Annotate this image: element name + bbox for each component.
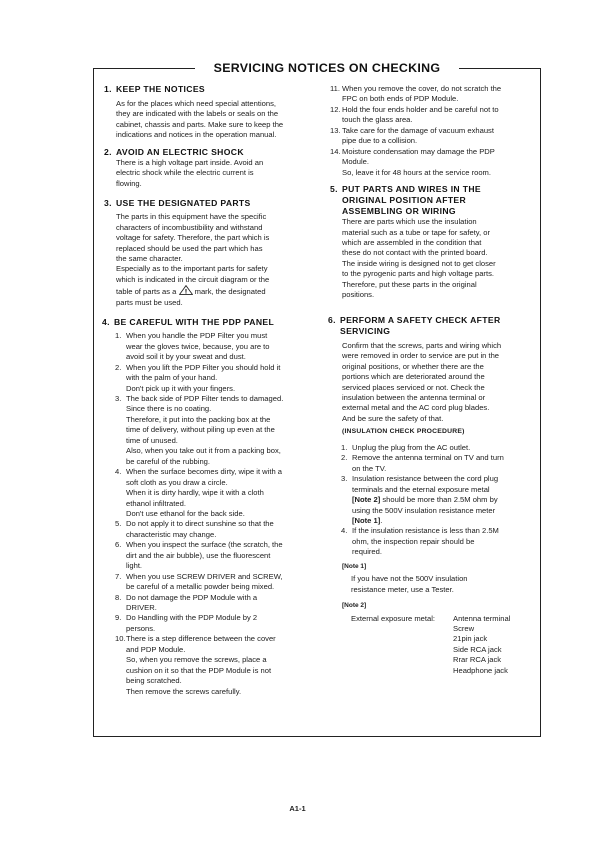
exposure-metal-value: Side RCA jack bbox=[453, 644, 502, 654]
list-item: 1. Unplug the plug from the AC outlet. bbox=[341, 442, 471, 452]
list-item: 12. Hold the four ends holder and be careful not to touch the glass area. bbox=[330, 104, 499, 125]
page-title: SERVICING NOTICES ON CHECKING bbox=[195, 59, 459, 77]
body-line: Especially as to the important parts for safety bbox=[116, 264, 268, 274]
body-line: cabinet, chassis and parts. Make sure to keep the bbox=[116, 119, 284, 129]
list-item: 13. Take care for the damage of vacuum exhaust pipe due to a collision. bbox=[330, 125, 494, 146]
body-line: were removed in order to service are put in the bbox=[342, 351, 500, 361]
pdp-panel-list bbox=[104, 331, 316, 697]
section-heading: 5. PUT PARTS AND WIRES IN THE bbox=[330, 184, 481, 195]
body-line: to the pyrogenic parts and high voltage parts. bbox=[342, 269, 494, 279]
pdp-panel-list-continued bbox=[330, 84, 534, 178]
note-2-label: [Note 2] bbox=[342, 602, 367, 610]
body-line: serviced places serviced or not. Check the bbox=[342, 382, 485, 392]
section-heading: 2. AVOID AN ELECTRIC SHOCK bbox=[104, 146, 244, 157]
body-line: voltage for safety. Therefore, the part which is bbox=[116, 233, 270, 243]
body-line: table of parts as a ! mark, the designated bbox=[116, 287, 266, 297]
list-item: 3. The back side of PDP Filter tends to damaged. Since there is no coating. Therefore, it put into the packing box at the time of delivery, without piling up even at the time of unused. Also, when you take out it from a packing box, be careful of the rubbing. bbox=[115, 393, 284, 466]
body-line: these do not contact with the printed board. bbox=[342, 248, 488, 258]
list-item: 8. Do not damage the PDP Module with a DRIVER. bbox=[115, 592, 258, 613]
body-line: There are parts which use the insulation bbox=[342, 217, 477, 227]
body-line: insulation between the antenna terminal or bbox=[342, 392, 486, 402]
exposure-metal-row bbox=[351, 614, 534, 624]
exposure-metal-value: 21pin jack bbox=[453, 634, 488, 644]
body-line: The inside wiring is designed not to get closer bbox=[342, 258, 496, 268]
svg-text:!: ! bbox=[184, 287, 187, 296]
exposure-metal-value: Antenna terminal bbox=[453, 613, 511, 623]
page-number: A1-1 bbox=[289, 804, 306, 813]
body-line: Therefore, put these parts in the original bbox=[342, 279, 477, 289]
list-item: 1. When you handle the PDP Filter you must wear the gloves twice, because, you are to avoid soil it by your sweat and dust. bbox=[115, 331, 270, 362]
body-line: parts must be used. bbox=[116, 297, 183, 307]
note-1-label: [Note 1] bbox=[342, 562, 367, 570]
list-item: 14. Moisture condensation may damage the PDP Module. So, leave it for 48 hours at the service room. bbox=[330, 146, 495, 177]
body-line: indications and notices in the operation manual. bbox=[116, 130, 277, 140]
body-line: material such as a tube or tape for safety, or bbox=[342, 227, 491, 237]
body-line: which are assembled in the condition that bbox=[342, 237, 482, 247]
body-line: Confirm that the screws, parts and wiring which bbox=[342, 340, 502, 350]
body-line: characters of incombustibility and withstand bbox=[116, 222, 263, 232]
exposure-metal-value: Headphone jack bbox=[453, 665, 508, 675]
body-line: And be sure the safety of that. bbox=[342, 413, 444, 423]
section-pdp-panel bbox=[104, 317, 316, 697]
section-designated-parts bbox=[104, 198, 316, 308]
body-line: resistance meter, use a Tester. bbox=[351, 584, 454, 594]
list-item: 2. Remove the antenna terminal on TV and turn on the TV. bbox=[341, 453, 504, 473]
body-line: As for the places which need special attentions, bbox=[116, 99, 276, 108]
exposure-metal-value: Screw bbox=[453, 624, 475, 634]
list-item: 11. When you remove the cover, do not scratch the FPC on both ends of PDP Module. bbox=[330, 84, 502, 104]
body-line: original positions, or whether there are the bbox=[342, 361, 484, 371]
section-heading: SERVICING bbox=[340, 325, 391, 336]
section-original-position bbox=[330, 184, 534, 301]
body-line: they are indicated with the labels or seals on the bbox=[116, 109, 279, 119]
section-keep-notices bbox=[104, 84, 316, 141]
list-item: 5. Do not apply it to direct sunshine so that the characteristic may change. bbox=[115, 519, 274, 539]
body-line: There is a high voltage part inside. Avoid an bbox=[116, 157, 264, 167]
list-item: 7. When you use SCREW DRIVER and SCREW, be careful of a metallic powder being mixed. bbox=[115, 571, 283, 592]
exposure-metal-value: Rrar RCA jack bbox=[453, 655, 502, 665]
section-heading: ASSEMBLING OR WIRING bbox=[342, 206, 456, 217]
procedure-list bbox=[330, 443, 534, 558]
list-item: 4. When the surface becomes dirty, wipe it with a soft cloth as you draw a circle. When it is dirty hardly, wipe it with a cloth ethanol infiltrated. Don't use ethanol for the back side. bbox=[115, 467, 283, 518]
list-item: 9. Do Handling with the PDP Module by 2 persons. bbox=[115, 613, 258, 633]
list-item: 2. When you lift the PDP Filter you should hold it with the palm of your hand. Don't pick up it with your fingers. bbox=[115, 362, 281, 393]
section-heading: 4. BE CAREFUL WITH THE PDP PANEL bbox=[102, 317, 275, 328]
right-column bbox=[330, 84, 534, 676]
body-line: If you have not the 500V insulation bbox=[351, 574, 468, 584]
body-line: which is indicated in the circuit diagram or the bbox=[116, 274, 270, 284]
list-item: 3. Insulation resistance between the cord plug terminals and the eternal exposure metal [Note 2] should be more than 2.5M ohm by using the 500V insulation resistance meter [Note 1]. bbox=[341, 474, 499, 525]
body-line: external metal and the AC cord plug blades. bbox=[342, 403, 490, 413]
left-column bbox=[104, 84, 316, 697]
section-avoid-shock bbox=[104, 147, 316, 189]
body-line: positions. bbox=[342, 290, 375, 300]
list-item: 10. There is a step difference between the cover and PDP Module. So, when you remove the screws, place a cushion on it so that the PDP Module is not being scratched. Then remove the screws carefully. bbox=[115, 634, 276, 696]
body-line: the same character. bbox=[116, 253, 183, 263]
section-heading: 6. PERFORM A SAFETY CHECK AFTER bbox=[328, 314, 501, 325]
body-line: The parts in this equipment have the specific bbox=[116, 212, 267, 222]
warning-triangle-icon bbox=[179, 285, 193, 295]
procedure-title: (INSULATION CHECK PROCEDURE) bbox=[342, 428, 465, 436]
body-line: flowing. bbox=[116, 178, 142, 188]
body-line: replaced should be used the part which has bbox=[116, 243, 263, 253]
section-heading: ORIGINAL POSITION AFTER bbox=[342, 195, 467, 206]
body-line: electric shock while the electric current is bbox=[116, 168, 254, 178]
exposure-metal-values bbox=[453, 624, 534, 676]
list-item: 6. When you inspect the surface (the scratch, the dirt and the air bubble), use the fluorescent light. bbox=[115, 540, 283, 571]
body-line: portions which are deteriorated around the bbox=[342, 372, 485, 382]
section-safety-check bbox=[330, 315, 534, 677]
section-heading: 3. USE THE DESIGNATED PARTS bbox=[104, 198, 251, 209]
list-item: 4. If the insulation resistance is less than 2.5M ohm, the inspection repair should be required. bbox=[341, 526, 499, 557]
exposure-metal-key: External exposure metal: bbox=[351, 613, 435, 623]
section-heading: 1. KEEP THE NOTICES bbox=[104, 84, 206, 94]
